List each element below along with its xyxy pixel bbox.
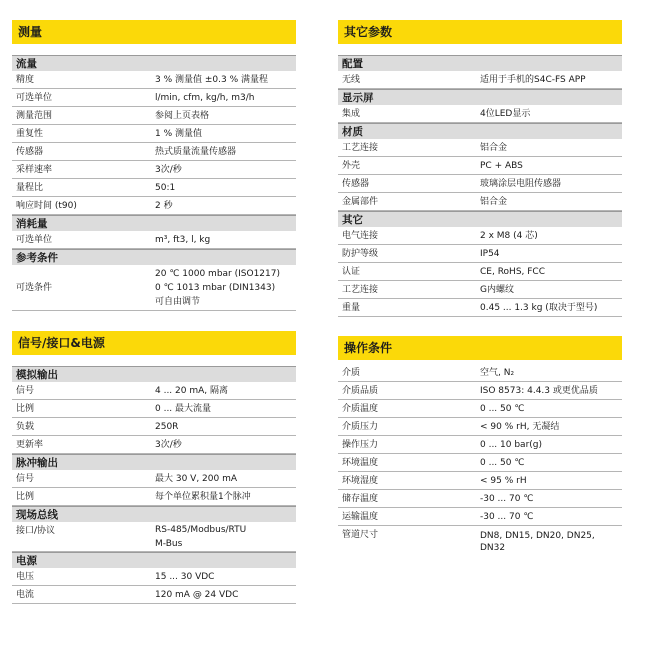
pulse-section-title: 脉冲输出 <box>12 454 296 470</box>
row-label: 比例 <box>16 404 35 414</box>
table-row <box>12 161 296 179</box>
row-label: 介质 <box>342 368 361 378</box>
flow-section-title: 流量 <box>12 55 296 71</box>
row-label: 介质压力 <box>342 422 379 432</box>
signal-block <box>12 331 296 604</box>
other-params-block <box>338 20 622 317</box>
row-value: 0 ... 50 ℃ <box>480 404 525 414</box>
row-value: 1 % 测量值 <box>155 129 202 139</box>
row-label: 可选单位 <box>16 93 53 103</box>
table-row <box>12 400 296 418</box>
table-row <box>338 71 622 89</box>
row-value: RS-485/Modbus/RTU M-Bus <box>155 525 247 549</box>
table-row <box>338 472 622 490</box>
row-label: 信号 <box>16 474 35 484</box>
row-value: 2 x M8 (4 芯) <box>480 231 538 241</box>
row-value: 0 ... 50 ℃ <box>480 458 525 468</box>
row-label: 可选条件 <box>16 283 53 293</box>
row-value: 玻璃涂层电阻传感器 <box>480 179 562 189</box>
row-label: 更新率 <box>16 440 44 450</box>
table-row <box>338 139 622 157</box>
table-row <box>338 263 622 281</box>
table-row <box>338 526 622 553</box>
reference-section-title: 参考条件 <box>12 249 296 265</box>
table-row <box>338 418 622 436</box>
row-label: 防护等级 <box>342 249 379 259</box>
table-row <box>12 197 296 215</box>
row-label: 介质温度 <box>342 404 379 414</box>
table-row <box>338 508 622 526</box>
row-value: 参阅上页表格 <box>155 111 210 121</box>
row-label: 接口/协议 <box>16 526 56 536</box>
row-label: 电压 <box>16 572 35 582</box>
row-label: 量程比 <box>16 183 44 193</box>
row-value: 铝合金 <box>480 143 508 153</box>
table-row <box>12 522 296 552</box>
table-row <box>12 71 296 89</box>
table-row <box>338 105 622 123</box>
row-value: 热式质量流量传感器 <box>155 147 237 157</box>
table-row <box>12 470 296 488</box>
row-value: 120 mA @ 24 VDC <box>155 590 239 600</box>
table-row <box>12 382 296 400</box>
table-row <box>338 364 622 382</box>
table-row <box>12 568 296 586</box>
measurement-band: 测量 <box>12 20 296 44</box>
fieldbus-section-title: 现场总线 <box>12 506 296 522</box>
operating-band: 操作条件 <box>338 336 622 360</box>
table-row <box>338 175 622 193</box>
row-value: m³, ft3, l, kg <box>155 235 211 245</box>
table-row <box>338 490 622 508</box>
row-label: 外壳 <box>342 161 361 171</box>
row-label: 精度 <box>16 75 35 85</box>
table-row <box>338 227 622 245</box>
row-label: 电流 <box>16 590 35 600</box>
row-label: 管道尺寸 <box>342 530 379 540</box>
analog-section-title: 模拟输出 <box>12 366 296 382</box>
row-label: 集成 <box>342 109 361 119</box>
table-row <box>12 418 296 436</box>
table-row <box>338 299 622 317</box>
row-value: ISO 8573: 4.4.3 或更优品质 <box>480 386 598 396</box>
display-section-title: 显示屏 <box>338 89 622 105</box>
row-label: 测量范围 <box>16 111 53 121</box>
table-row <box>338 193 622 211</box>
row-label: 储存温度 <box>342 494 379 504</box>
row-value: 适用于手机的S4C-FS APP <box>480 75 586 85</box>
row-label: 负载 <box>16 422 35 432</box>
flow-table <box>12 71 296 215</box>
table-row <box>12 586 296 604</box>
row-value: 2 秒 <box>155 201 173 211</box>
row-label: 传感器 <box>342 179 370 189</box>
config-section-title: 配置 <box>338 55 622 71</box>
row-label: 信号 <box>16 386 35 396</box>
row-label: 操作压力 <box>342 440 379 450</box>
power-section-title: 电源 <box>12 552 296 568</box>
row-value: -30 ... 70 ℃ <box>480 512 534 522</box>
row-value: 0.45 ... 1.3 kg (取决于型号) <box>480 303 598 313</box>
row-value: 空气, N₂ <box>480 368 515 378</box>
row-label: 运输温度 <box>342 512 379 522</box>
row-label: 认证 <box>342 267 361 277</box>
row-value: 15 ... 30 VDC <box>155 572 215 582</box>
row-label: 采样速率 <box>16 165 53 175</box>
row-value: PC + ABS <box>480 161 523 171</box>
row-value: 最大 30 V, 200 mA <box>155 474 238 484</box>
row-label: 响应时间 (t90) <box>16 201 77 211</box>
row-label: 金属部件 <box>342 197 379 207</box>
row-label: 工艺连接 <box>342 285 379 295</box>
table-row <box>12 107 296 125</box>
row-value: 20 ℃ 1000 mbar (ISO1217) 0 ℃ 1013 mbar (DIN1343) 可自由调节 <box>155 269 280 307</box>
table-row <box>338 400 622 418</box>
row-value: < 95 % rH <box>480 476 527 486</box>
table-row <box>12 231 296 249</box>
row-value: 50:1 <box>155 183 176 193</box>
table-row <box>12 125 296 143</box>
table-row <box>338 436 622 454</box>
row-value: -30 ... 70 ℃ <box>480 494 534 504</box>
table-row <box>12 89 296 107</box>
row-label: 电气连接 <box>342 231 379 241</box>
table-row <box>338 281 622 299</box>
row-value: DN8, DN15, DN20, DN25, DN32 <box>480 531 595 553</box>
row-label: 工艺连接 <box>342 143 379 153</box>
operating-block <box>338 336 622 553</box>
row-value: 4位LED显示 <box>480 109 531 119</box>
row-label: 介质品质 <box>342 386 379 396</box>
row-label: 比例 <box>16 492 35 502</box>
material-section-title: 材质 <box>338 123 622 139</box>
measurement-block <box>12 20 296 311</box>
row-value: 0 ... 最大流量 <box>155 404 212 414</box>
table-row <box>12 179 296 197</box>
table-row <box>338 157 622 175</box>
signal-band: 信号/接口&电源 <box>12 331 296 355</box>
row-value: < 90 % rH, 无凝结 <box>480 422 560 432</box>
table-row <box>338 245 622 263</box>
row-label: 传感器 <box>16 147 44 157</box>
table-row <box>12 265 296 311</box>
table-row <box>338 454 622 472</box>
row-value: G内螺纹 <box>480 285 514 295</box>
row-label: 无线 <box>342 75 361 85</box>
row-label: 重复性 <box>16 129 44 139</box>
row-value: 3次/秒 <box>155 165 182 175</box>
table-row <box>12 143 296 161</box>
row-value: 250R <box>155 422 179 432</box>
row-value: 每个单位累积量1个脉冲 <box>155 492 251 502</box>
row-value: CE, RoHS, FCC <box>480 267 545 277</box>
row-value: 0 ... 10 bar(g) <box>480 440 543 450</box>
row-value: 3次/秒 <box>155 440 182 450</box>
row-label: 可选单位 <box>16 235 53 245</box>
row-value: 3 % 测量值 ±0.3 % 满量程 <box>155 75 268 85</box>
row-label: 环境温度 <box>342 458 379 468</box>
other-params-band: 其它参数 <box>338 20 622 44</box>
table-row <box>12 436 296 454</box>
row-label: 环境湿度 <box>342 476 379 486</box>
row-value: l/min, cfm, kg/h, m3/h <box>155 93 255 103</box>
row-label: 重量 <box>342 303 361 313</box>
table-row <box>12 488 296 506</box>
table-row <box>338 382 622 400</box>
misc-section-title: 其它 <box>338 211 622 227</box>
row-value: 4 ... 20 mA, 隔离 <box>155 386 228 396</box>
row-value: IP54 <box>480 249 500 259</box>
row-value: 铝合金 <box>480 197 508 207</box>
consumption-section-title: 消耗量 <box>12 215 296 231</box>
